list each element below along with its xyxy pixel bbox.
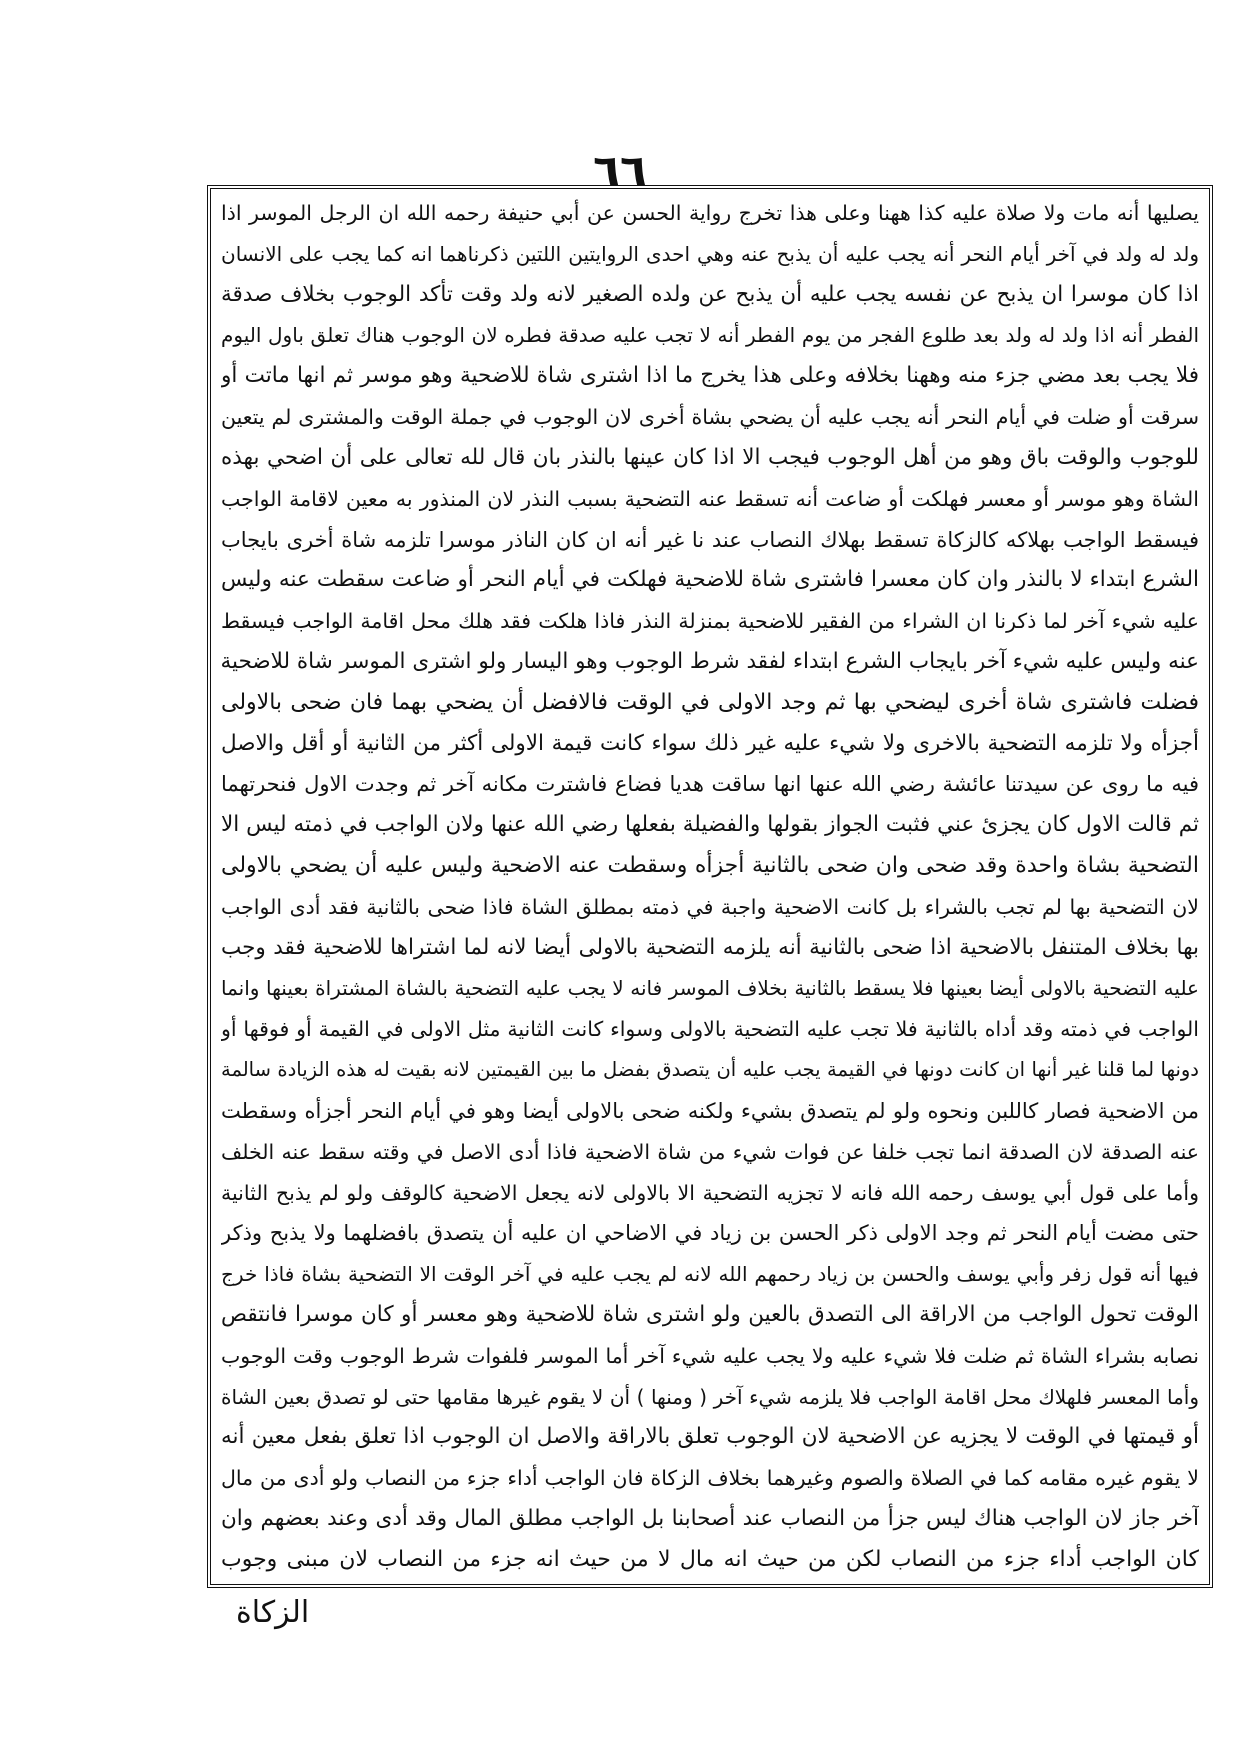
text-line: بها بخلاف المتنفل بالاضحية اذا ضحى بالثانية أنه يلزمه التضحية بالاولى أيضا لانه لما اشتراها للاضحية فقد وجب [221,934,1199,960]
text-line: ولد له ولد في آخر أيام النحر أنه يجب عليه أن يذبح عنه وهي احدى الروايتين اللتين ذكرناهما انه كما يجب على الانسان [221,241,1199,266]
text-line: الشاة وهو موسر أو معسر فهلكت أو ضاعت أنه تسقط عنه التضحية بسبب النذر لان المنذور به معين لاقامة الواجب [221,486,1199,511]
text-line: للوجوب والوقت باق وهو من أهل الوجوب فيجب الا اذا كان عينها بالنذر بان قال لله تعالى على أن اضحي بهذه [221,444,1199,470]
text-line: عنه وليس عليه شيء آخر بايجاب الشرع ابتداء لفقد شرط الوجوب وهو اليسار ولو اشترى الموسر شاة للاضحية [221,648,1199,674]
text-line: الوقت تحول الواجب من الاراقة الى التصدق بالعين ولو اشترى شاة للاضحية وهو معسر أو كان موسرا فانتقص [221,1301,1199,1327]
text-line: وأما على قول أبي يوسف رحمه الله فانه لا تجزيه التضحية الا بالاولى لانه يجعل الاضحية كالوقف ولو لم يذبح الثانية [221,1180,1199,1205]
text-line: فيسقط الواجب بهلاكه كالزكاة تسقط بهلاك النصاب عند نا غير أنه ان كان الناذر موسرا تلزمه شاة أخرى بايجاب [221,527,1199,552]
text-line: نصابه بشراء الشاة ثم ضلت فلا شيء عليه ولا يجب عليه شيء آخر أما الموسر فلفوات شرط الوجوب وقت الوجوب [221,1343,1199,1368]
text-line: التضحية بشاة واحدة وقد ضحى وان ضحى بالثانية أجزأه وسقطت عنه الاضحية وليس عليه أن يضحي بالاولى [221,853,1199,878]
text-line: عنه الصدقة لان الصدقة انما تجب خلفا عن فوات شيء من شاة الاضحية فاذا أدى الاصل في وقته سقط عنه الخلف [221,1139,1199,1164]
text-line: كان الواجب أداء جزء من النصاب لكن من حيث انه مال لا من حيث انه جزء من النصاب لان مبنى وجوب [221,1546,1199,1572]
text-body [221,195,1199,1578]
text-line: ثم قالت الاول كان يجزئ عني فثبت الجواز بقولها والفضيلة بفعلها رضي الله عنها ولان الواجب في ذمته ليس الا [221,812,1199,838]
text-line: وأما المعسر فلهلاك محل اقامة الواجب فلا يلزمه شيء آخر ( ومنها ) أن لا يقوم غيرها مقامها حتى لو تصدق بعين الشاة [221,1384,1199,1409]
text-line: فضلت فاشترى شاة أخرى ليضحي بها ثم وجد الاولى في الوقت فالافضل أن يضحي بهما فان ضحى بالاولى [221,689,1199,715]
text-line: يصليها أنه مات ولا صلاة عليه كذا ههنا وعلى هذا تخرج رواية الحسن عن أبي حنيفة رحمه الله ان الرجل الموسر اذا [221,201,1199,225]
text-line: آخر جاز لان الواجب هناك ليس جزأ من النصاب عند أصحابنا بل الواجب مطلق المال وقد أدى وعند بعضهم وان [221,1506,1199,1531]
text-line: لا يقوم غيره مقامه كما في الصلاة والصوم وغيرهما بخلاف الزكاة فان الواجب أداء جزء من النصاب ولو أدى من مال [221,1466,1199,1491]
text-line: اذا كان موسرا ان يذبح عن نفسه يجب عليه أن يذبح عن ولده الصغير لانه ولد وقت تأكد الوجوب بخلاف صدقة [221,281,1199,307]
text-line: لان التضحية بها لم تجب بالشراء بل كانت الاضحية واجبة في ذمته بمطلق الشاة فاذا ضحى بالثانية فقد أدى الواجب [221,894,1199,919]
text-line: فيها أنه قول زفر وأبي يوسف والحسن بن زياد رحمهم الله لانه لم يجب عليه في آخر الوقت الا التضحية بشاة فاذا خرج [221,1262,1199,1287]
text-line: الفطر أنه اذا ولد له ولد بعد طلوع الفجر من يوم الفطر أنه لا تجب عليه صدقة فطره لان الوجوب هناك تعلق باول اليوم [221,323,1199,348]
text-line: من الاضحية فصار كاللبن ونحوه ولو لم يتصدق بشيء ولكنه ضحى بالاولى أيضا وهو في أيام النحر أجزأه وسقطت [221,1098,1199,1123]
text-line: عليه التضحية بالاولى أيضا بعينها فلا يسقط بالثانية بخلاف الموسر فانه لا يجب عليه التضحية بالشاة المشتراة بعينها وانما [221,976,1199,1001]
text-line: حتى مضت أيام النحر ثم وجد الاولى ذكر الحسن بن زياد في الاضاحي ان عليه أن يتصدق بافضلهما ولا يذبح وذكر [221,1221,1199,1246]
text-line: دونها لما قلنا غير أنها ان كانت دونها في القيمة يجب عليه أن يتصدق بفضل ما بين القيمتين لانه بقيت له هذه الزيادة سالمة [221,1058,1199,1082]
page-number: ٦٦ [593,146,647,197]
text-frame [207,185,1213,1588]
text-line: فيه ما روى عن سيدتنا عائشة رضي الله عنها انها ساقت هديا فضاع فاشترت مكانه آخر ثم وجدت الاول فنحرتهما [221,772,1199,797]
catchword: الزكاة [236,1595,310,1630]
text-line: الشرع ابتداء لا بالنذر وان كان معسرا فاشترى شاة للاضحية فهلكت في أيام النحر أو ضاعت سقطت عنه وليس [221,567,1199,593]
text-line: أو قيمتها في الوقت لا يجزيه عن الاضحية لان الوجوب تعلق بالاراقة والاصل ان الوجوب اذا تعلق بفعل معين أنه [221,1424,1199,1450]
text-line: سرقت أو ضلت في أيام النحر أنه يجب عليه أن يضحي بشاة أخرى لان الوجوب في جملة الوقت والمشترى لم يتعين [221,405,1199,430]
text-line: عليه شيء آخر لما ذكرنا ان الشراء من الفقير للاضحية بمنزلة النذر فاذا هلكت فقد هلك محل اقامة الواجب فيسقط [221,609,1199,634]
text-line: فلا يجب بعد مضي جزء منه وههنا بخلافه وعلى هذا يخرج ما اذا اشترى شاة للاضحية وهو موسر ثم انها ماتت أو [221,363,1199,389]
text-line: أجزأه ولا تلزمه التضحية بالاخرى ولا شيء عليه غير ذلك سواء كانت قيمة الاولى أكثر من الثانية أو أقل والاصل [221,730,1199,756]
text-line: الواجب في ذمته وقد أداه بالثانية فلا تجب عليه التضحية بالاولى وسواء كانت الثانية مثل الاولى في القيمة أو فوقها أو [221,1017,1199,1042]
